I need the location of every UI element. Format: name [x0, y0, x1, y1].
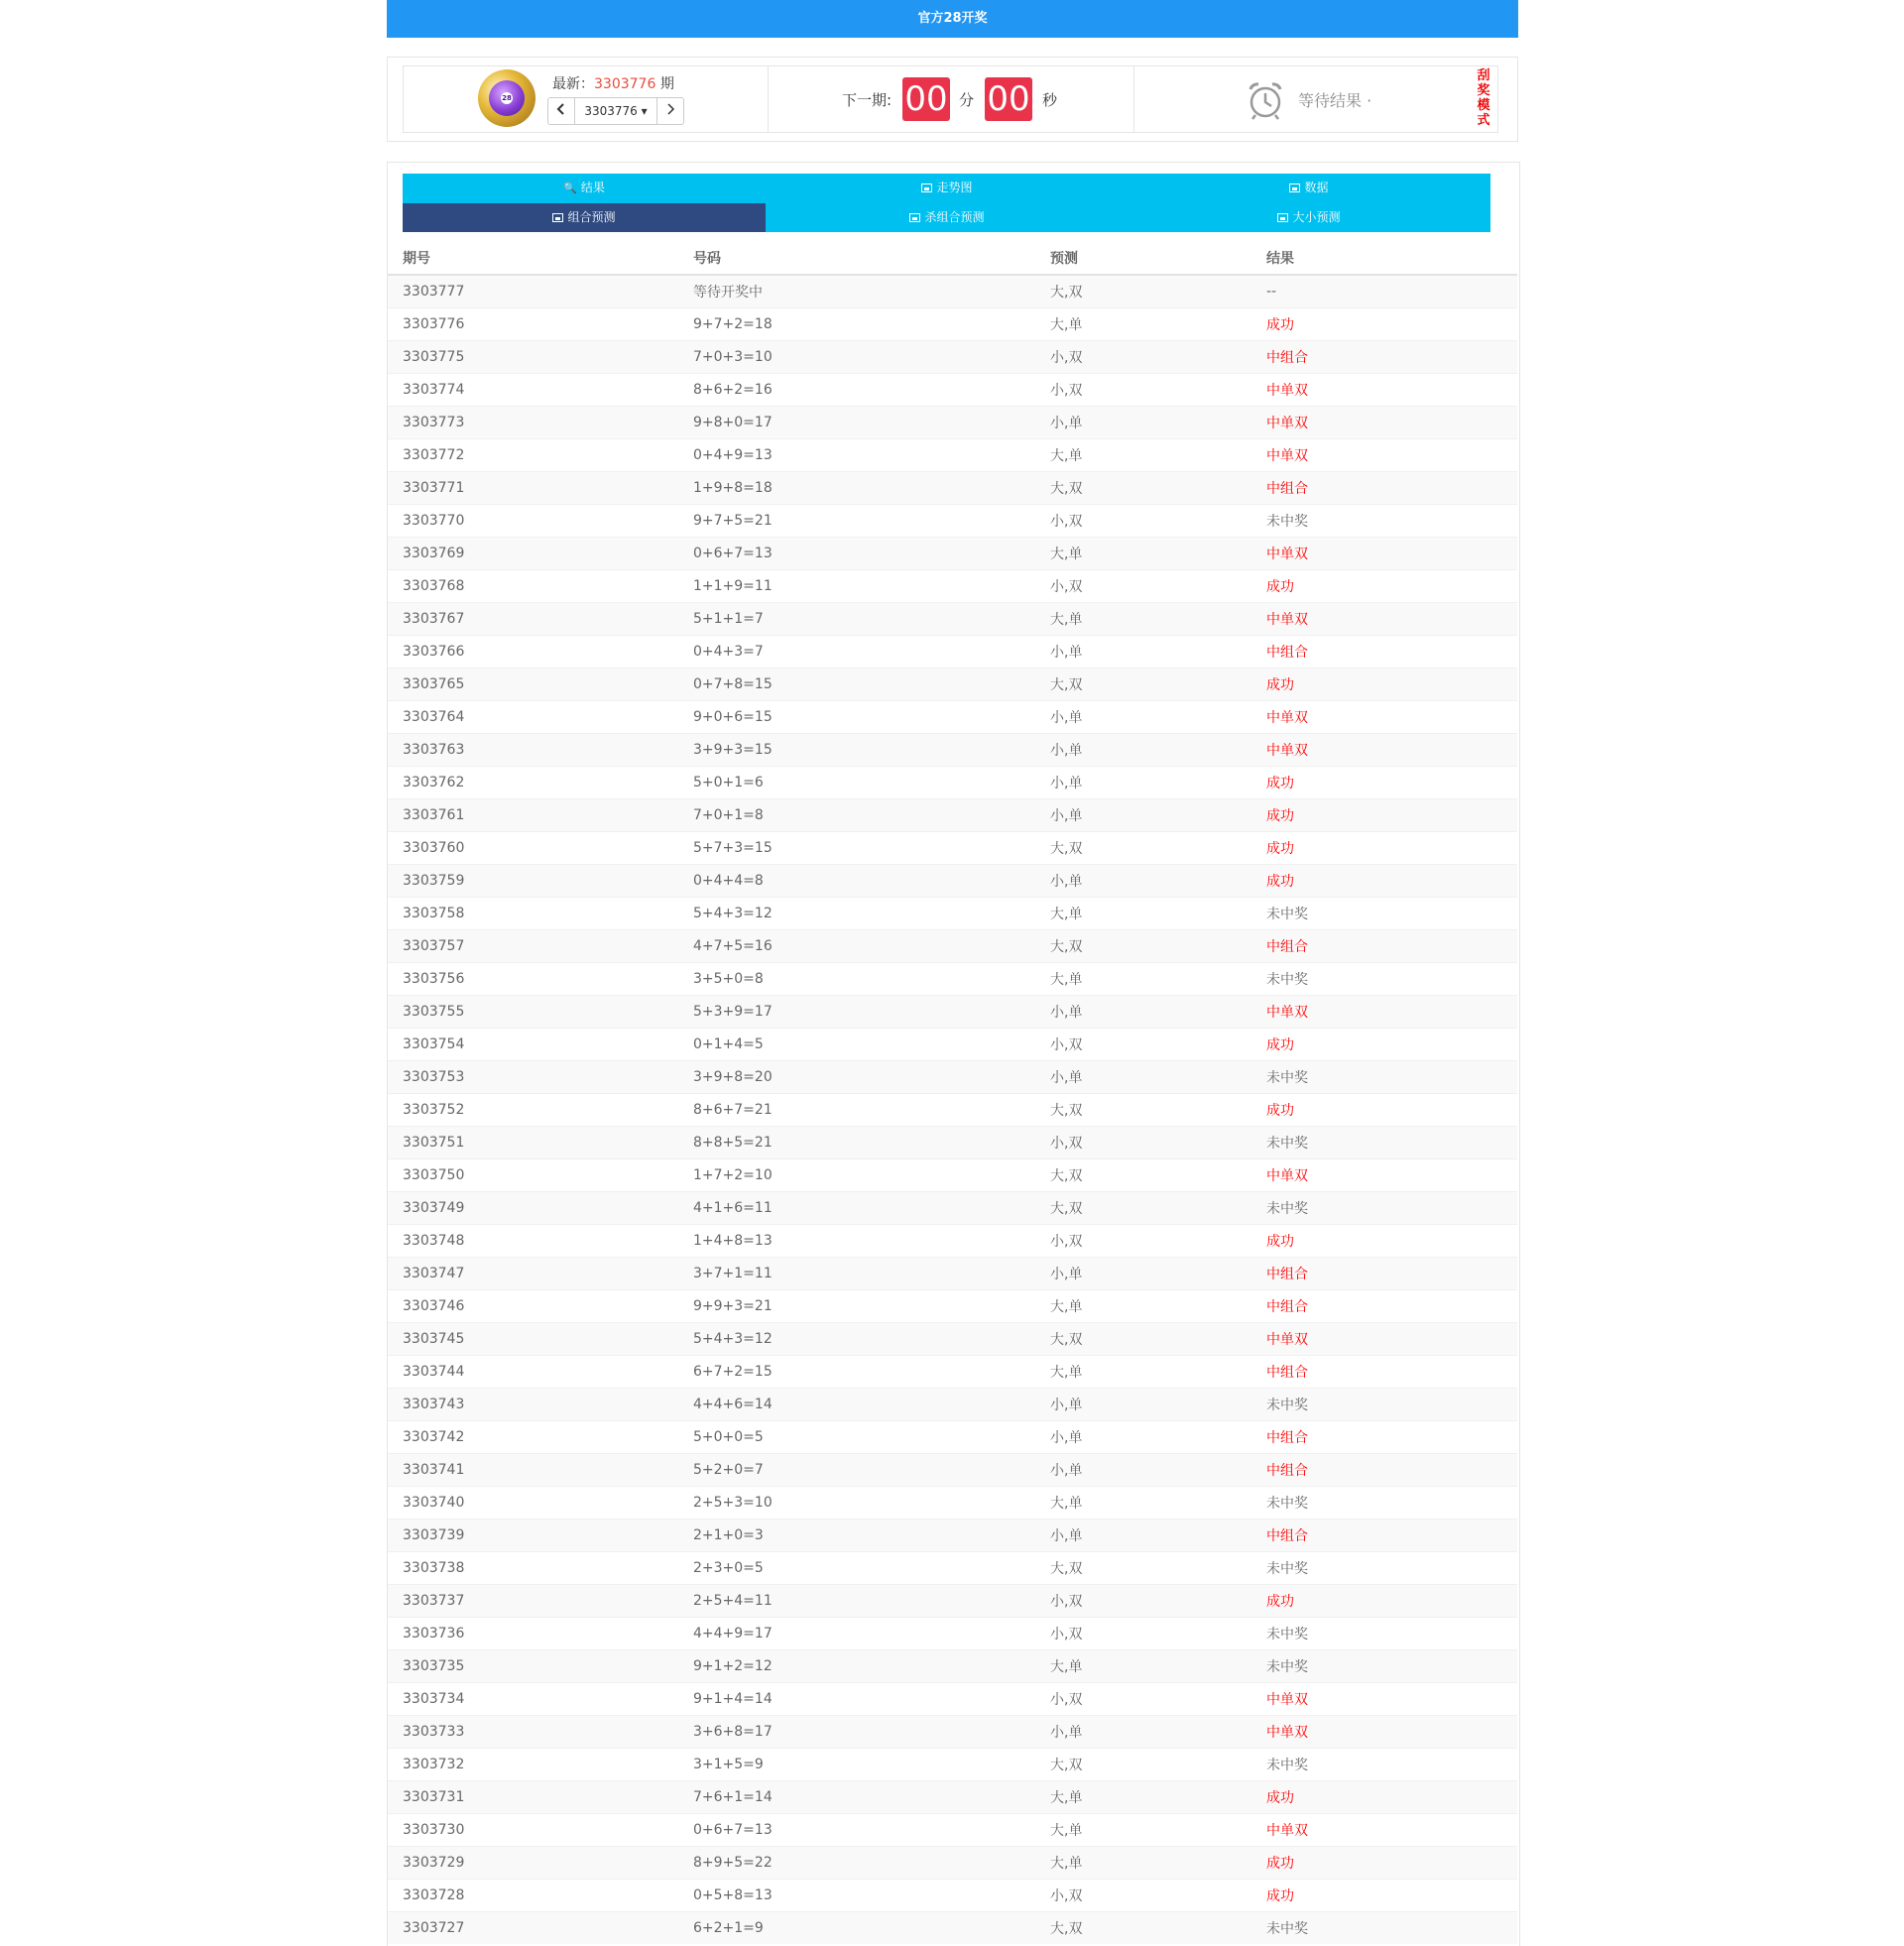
result-cell: 未中奖	[1266, 1650, 1517, 1683]
period-cell: 3303762	[388, 767, 693, 799]
result-cell: 未中奖	[1266, 505, 1517, 538]
period-cell: 3303746	[388, 1290, 693, 1323]
prediction-cell: 大,单	[1050, 308, 1266, 341]
numbers-cell: 8+9+5=22	[693, 1847, 1050, 1880]
prediction-cell: 大,双	[1050, 930, 1266, 963]
period-cell: 3303772	[388, 439, 693, 472]
header-prediction: 预测	[1050, 241, 1266, 275]
prediction-cell: 小,双	[1050, 1127, 1266, 1159]
period-cell: 3303760	[388, 832, 693, 865]
result-cell: 未中奖	[1266, 1912, 1517, 1945]
table-row	[388, 1618, 1517, 1650]
prediction-cell: 大,单	[1050, 1781, 1266, 1814]
period-cell: 3303734	[388, 1683, 693, 1716]
numbers-cell: 1+9+8=18	[693, 472, 1050, 505]
period-cell: 3303773	[388, 407, 693, 439]
draw-pager	[547, 97, 684, 125]
table-row	[388, 308, 1517, 341]
prediction-cell: 小,单	[1050, 1389, 1266, 1421]
period-cell: 3303738	[388, 1552, 693, 1585]
prediction-cell: 小,双	[1050, 1225, 1266, 1258]
period-cell: 3303729	[388, 1847, 693, 1880]
header-result: 结果	[1266, 241, 1517, 275]
numbers-cell: 2+1+0=3	[693, 1520, 1050, 1552]
numbers-cell: 3+9+3=15	[693, 734, 1050, 767]
table-row	[388, 570, 1517, 603]
latest-draw-number: 3303776	[594, 76, 656, 92]
image-icon	[909, 213, 920, 222]
prediction-cell: 小,双	[1050, 1683, 1266, 1716]
table-row	[388, 636, 1517, 669]
numbers-cell: 9+1+2=12	[693, 1650, 1050, 1683]
table-row	[388, 1454, 1517, 1487]
table-row	[388, 767, 1517, 799]
chevron-left-icon[interactable]	[548, 98, 575, 124]
prediction-cell: 大,单	[1050, 1847, 1266, 1880]
prediction-cell: 小,双	[1050, 505, 1266, 538]
numbers-cell: 1+7+2=10	[693, 1159, 1050, 1192]
table-row	[388, 1716, 1517, 1749]
period-cell: 3303756	[388, 963, 693, 996]
countdown-cell	[768, 65, 1134, 133]
table-row	[388, 603, 1517, 636]
prediction-cell: 大,双	[1050, 275, 1266, 308]
result-cell: 中组合	[1266, 930, 1517, 963]
prediction-cell: 大,单	[1050, 963, 1266, 996]
result-cell: 成功	[1266, 767, 1517, 799]
result-cell: 成功	[1266, 832, 1517, 865]
alarm-clock-icon	[1246, 80, 1285, 120]
numbers-cell: 4+7+5=16	[693, 930, 1050, 963]
prediction-cell: 小,单	[1050, 407, 1266, 439]
prediction-cell: 小,双	[1050, 1618, 1266, 1650]
result-cell: 未中奖	[1266, 1749, 1517, 1781]
numbers-cell: 3+7+1=11	[693, 1258, 1050, 1290]
table-row	[388, 1290, 1517, 1323]
latest-draw-cell	[403, 65, 769, 133]
result-cell: 中单双	[1266, 1716, 1517, 1749]
latest-draw-label: 最新：3303776 期	[552, 76, 674, 92]
table-row	[388, 669, 1517, 701]
tab-trend[interactable]: 走势图	[766, 174, 1129, 202]
table-row	[388, 505, 1517, 538]
table-row	[388, 963, 1517, 996]
period-cell: 3303770	[388, 505, 693, 538]
result-cell: 中组合	[1266, 341, 1517, 374]
table-row	[388, 1421, 1517, 1454]
prediction-cell: 大,单	[1050, 898, 1266, 930]
period-cell: 3303736	[388, 1618, 693, 1650]
caret-down-icon: ▾	[641, 104, 648, 118]
prediction-cell: 小,双	[1050, 1880, 1266, 1912]
chevron-right-icon[interactable]	[656, 98, 683, 124]
prediction-cell: 大,双	[1050, 1749, 1266, 1781]
period-cell: 3303737	[388, 1585, 693, 1618]
result-cell: 未中奖	[1266, 1389, 1517, 1421]
period-cell: 3303728	[388, 1880, 693, 1912]
prediction-cell: 大,双	[1050, 1323, 1266, 1356]
result-cell: 成功	[1266, 1225, 1517, 1258]
prediction-cell: 大,双	[1050, 1159, 1266, 1192]
prediction-cell: 大,单	[1050, 1356, 1266, 1389]
prediction-cell: 小,单	[1050, 1520, 1266, 1552]
numbers-cell: 5+2+0=7	[693, 1454, 1050, 1487]
numbers-cell: 5+0+1=6	[693, 767, 1050, 799]
table-row	[388, 1061, 1517, 1094]
table-row	[388, 1323, 1517, 1356]
table-row	[388, 1159, 1517, 1192]
result-cell: 未中奖	[1266, 963, 1517, 996]
numbers-cell: 2+5+4=11	[693, 1585, 1050, 1618]
numbers-cell: 1+1+9=11	[693, 570, 1050, 603]
result-cell: 成功	[1266, 669, 1517, 701]
result-cell: 中单双	[1266, 603, 1517, 636]
prediction-cell: 小,单	[1050, 767, 1266, 799]
numbers-cell: 4+1+6=11	[693, 1192, 1050, 1225]
period-cell: 3303754	[388, 1029, 693, 1061]
page-header: 官方28开奖	[387, 0, 1518, 38]
table-row	[388, 1650, 1517, 1683]
table-row	[388, 1225, 1517, 1258]
result-cell: 中单双	[1266, 407, 1517, 439]
period-cell: 3303745	[388, 1323, 693, 1356]
prediction-cell: 小,单	[1050, 996, 1266, 1029]
period-cell: 3303766	[388, 636, 693, 669]
next-draw-label: 下一期:	[842, 91, 892, 109]
header-numbers: 号码	[693, 241, 1050, 275]
result-cell: 中单双	[1266, 1814, 1517, 1847]
table-row	[388, 734, 1517, 767]
numbers-cell: 3+6+8=17	[693, 1716, 1050, 1749]
period-cell: 3303767	[388, 603, 693, 636]
period-cell: 3303739	[388, 1520, 693, 1552]
waiting-status: 等待结果 ·	[1298, 91, 1372, 110]
period-cell: 3303757	[388, 930, 693, 963]
result-cell: 中单双	[1266, 538, 1517, 570]
result-cell: 未中奖	[1266, 1061, 1517, 1094]
status-cell	[1133, 65, 1498, 133]
numbers-cell: 5+1+1=7	[693, 603, 1050, 636]
period-cell: 3303733	[388, 1716, 693, 1749]
period-cell: 3303742	[388, 1421, 693, 1454]
table-row	[388, 930, 1517, 963]
prediction-cell: 小,单	[1050, 1421, 1266, 1454]
numbers-cell: 3+9+8=20	[693, 1061, 1050, 1094]
table-row	[388, 1585, 1517, 1618]
lottery-ball-logo: 28	[478, 69, 536, 127]
prediction-cell: 小,单	[1050, 865, 1266, 898]
table-row	[388, 1520, 1517, 1552]
period-cell: 3303735	[388, 1650, 693, 1683]
period-cell: 3303765	[388, 669, 693, 701]
prediction-cell: 小,双	[1050, 341, 1266, 374]
result-cell: 未中奖	[1266, 1487, 1517, 1520]
table-row	[388, 898, 1517, 930]
prediction-cell: 大,双	[1050, 1912, 1266, 1945]
prediction-cell: 大,单	[1050, 1290, 1266, 1323]
period-cell: 3303730	[388, 1814, 693, 1847]
table-row	[388, 1552, 1517, 1585]
period-cell: 3303758	[388, 898, 693, 930]
prediction-cell: 大,双	[1050, 1094, 1266, 1127]
result-cell: 成功	[1266, 308, 1517, 341]
result-cell: 成功	[1266, 1781, 1517, 1814]
image-icon	[1289, 183, 1300, 192]
key-icon: 🔍	[563, 182, 577, 194]
numbers-cell: 7+0+1=8	[693, 799, 1050, 832]
result-cell: 成功	[1266, 799, 1517, 832]
period-cell: 3303731	[388, 1781, 693, 1814]
countdown-seconds: 00	[985, 77, 1032, 121]
result-cell: 成功	[1266, 1880, 1517, 1912]
period-cell: 3303747	[388, 1258, 693, 1290]
period-cell: 3303727	[388, 1912, 693, 1945]
table-row	[388, 1683, 1517, 1716]
result-cell: 未中奖	[1266, 898, 1517, 930]
period-cell: 3303777	[388, 275, 693, 308]
result-cell: 成功	[1266, 1094, 1517, 1127]
numbers-cell: 0+6+7=13	[693, 538, 1050, 570]
table-row	[388, 1192, 1517, 1225]
result-cell: 成功	[1266, 570, 1517, 603]
period-cell: 3303769	[388, 538, 693, 570]
table-row	[388, 472, 1517, 505]
prediction-cell: 大,单	[1050, 1487, 1266, 1520]
table-row	[388, 1814, 1517, 1847]
numbers-cell: 8+8+5=21	[693, 1127, 1050, 1159]
image-icon	[921, 183, 932, 192]
period-cell: 3303751	[388, 1127, 693, 1159]
draw-info-box	[387, 57, 1518, 142]
result-cell: 中组合	[1266, 1356, 1517, 1389]
period-cell: 3303759	[388, 865, 693, 898]
numbers-cell: 5+3+9=17	[693, 996, 1050, 1029]
numbers-cell: 9+7+2=18	[693, 308, 1050, 341]
page-container	[387, 0, 1518, 142]
result-cell: 成功	[1266, 865, 1517, 898]
tab-bar	[403, 174, 1490, 232]
period-cell: 3303771	[388, 472, 693, 505]
tab-size-prediction[interactable]: 大小预测	[1128, 203, 1490, 232]
numbers-cell: 0+5+8=13	[693, 1880, 1050, 1912]
result-cell: 成功	[1266, 1029, 1517, 1061]
prediction-cell: 小,单	[1050, 734, 1266, 767]
numbers-cell: 0+4+9=13	[693, 439, 1050, 472]
period-cell: 3303750	[388, 1159, 693, 1192]
period-cell: 3303764	[388, 701, 693, 734]
period-cell: 3303755	[388, 996, 693, 1029]
period-cell: 3303761	[388, 799, 693, 832]
tab-kill-combo-prediction[interactable]: 杀组合预测	[766, 203, 1129, 232]
countdown-minutes: 00	[902, 77, 950, 121]
table-row	[388, 1487, 1517, 1520]
period-cell: 3303749	[388, 1192, 693, 1225]
result-cell: 成功	[1266, 1585, 1517, 1618]
numbers-cell: 7+0+3=10	[693, 341, 1050, 374]
seconds-unit: 秒	[1042, 91, 1058, 109]
result-cell: 中单双	[1266, 734, 1517, 767]
result-cell: 成功	[1266, 1847, 1517, 1880]
table-row	[388, 799, 1517, 832]
prediction-cell: 小,单	[1050, 701, 1266, 734]
prediction-cell: 小,双	[1050, 1585, 1266, 1618]
numbers-cell: 0+1+4=5	[693, 1029, 1050, 1061]
prediction-cell: 大,双	[1050, 832, 1266, 865]
table-row	[388, 1912, 1517, 1945]
table-row	[388, 996, 1517, 1029]
table-row	[388, 1356, 1517, 1389]
result-cell: 中单双	[1266, 1323, 1517, 1356]
numbers-cell: 4+4+9=17	[693, 1618, 1050, 1650]
numbers-cell: 5+7+3=15	[693, 832, 1050, 865]
numbers-cell: 8+6+2=16	[693, 374, 1050, 407]
table-row	[388, 374, 1517, 407]
numbers-cell: 1+4+8=13	[693, 1225, 1050, 1258]
result-cell: 中单双	[1266, 1683, 1517, 1716]
prediction-cell: 小,单	[1050, 799, 1266, 832]
numbers-cell: 5+4+3=12	[693, 1323, 1050, 1356]
period-cell: 3303774	[388, 374, 693, 407]
numbers-cell: 9+8+0=17	[693, 407, 1050, 439]
numbers-cell: 2+3+0=5	[693, 1552, 1050, 1585]
table-row	[388, 341, 1517, 374]
period-cell: 3303741	[388, 1454, 693, 1487]
numbers-cell: 7+6+1=14	[693, 1781, 1050, 1814]
prediction-cell: 小,单	[1050, 636, 1266, 669]
period-cell: 3303752	[388, 1094, 693, 1127]
draw-select[interactable]: 3303776 ▾	[584, 104, 648, 118]
numbers-cell: 3+1+5=9	[693, 1749, 1050, 1781]
result-cell: 中组合	[1266, 636, 1517, 669]
table-row	[388, 1781, 1517, 1814]
period-cell: 3303753	[388, 1061, 693, 1094]
results-table	[388, 241, 1517, 1944]
prediction-cell: 大,单	[1050, 1814, 1266, 1847]
numbers-cell: 6+2+1=9	[693, 1912, 1050, 1945]
prediction-cell: 小,双	[1050, 570, 1266, 603]
prediction-cell: 大,单	[1050, 1650, 1266, 1683]
result-cell: 中组合	[1266, 1290, 1517, 1323]
prediction-cell: 小,双	[1050, 1029, 1266, 1061]
table-row	[388, 1029, 1517, 1061]
table-row	[388, 1880, 1517, 1912]
image-icon	[1277, 213, 1288, 222]
result-cell: 中组合	[1266, 1258, 1517, 1290]
tab-combo-prediction[interactable]: 组合预测	[403, 203, 766, 232]
scratch-mode-link[interactable]: 刮奖模式	[1477, 68, 1490, 128]
table-row	[388, 865, 1517, 898]
table-row	[388, 832, 1517, 865]
table-row	[388, 275, 1517, 308]
table-row	[388, 1094, 1517, 1127]
prediction-cell: 大,单	[1050, 603, 1266, 636]
numbers-cell: 9+9+3=21	[693, 1290, 1050, 1323]
table-row	[388, 407, 1517, 439]
prediction-cell: 大,双	[1050, 1552, 1266, 1585]
result-cell: 中单双	[1266, 374, 1517, 407]
minutes-unit: 分	[959, 91, 975, 109]
tab-data[interactable]: 数据	[1128, 174, 1490, 202]
table-body	[388, 275, 1517, 1944]
prediction-cell: 小,单	[1050, 1716, 1266, 1749]
period-cell: 3303775	[388, 341, 693, 374]
prediction-cell: 大,双	[1050, 669, 1266, 701]
numbers-cell: 0+4+3=7	[693, 636, 1050, 669]
prediction-cell: 大,单	[1050, 439, 1266, 472]
table-row	[388, 1847, 1517, 1880]
period-cell: 3303732	[388, 1749, 693, 1781]
prediction-cell: 小,单	[1050, 1454, 1266, 1487]
header-period: 期号	[388, 241, 693, 275]
prediction-cell: 小,单	[1050, 1061, 1266, 1094]
result-cell: 中组合	[1266, 472, 1517, 505]
result-cell: 中单双	[1266, 1159, 1517, 1192]
period-cell: 3303776	[388, 308, 693, 341]
numbers-cell: 9+0+6=15	[693, 701, 1050, 734]
table-row	[388, 1749, 1517, 1781]
result-cell: 中单双	[1266, 701, 1517, 734]
result-cell: 中组合	[1266, 1454, 1517, 1487]
numbers-cell: 0+6+7=13	[693, 1814, 1050, 1847]
numbers-cell: 0+4+4=8	[693, 865, 1050, 898]
numbers-cell: 6+7+2=15	[693, 1356, 1050, 1389]
table-header-row	[388, 241, 1517, 275]
result-cell: 中单双	[1266, 996, 1517, 1029]
table-row	[388, 1127, 1517, 1159]
result-cell: 未中奖	[1266, 1127, 1517, 1159]
table-row	[388, 701, 1517, 734]
period-cell: 3303763	[388, 734, 693, 767]
numbers-cell: 8+6+7=21	[693, 1094, 1050, 1127]
prediction-cell: 小,单	[1050, 1258, 1266, 1290]
numbers-cell: 4+4+6=14	[693, 1389, 1050, 1421]
result-cell: 中组合	[1266, 1421, 1517, 1454]
table-row	[388, 1389, 1517, 1421]
numbers-cell: 等待开奖中	[693, 275, 1050, 308]
result-cell: 中组合	[1266, 1520, 1517, 1552]
result-cell: 未中奖	[1266, 1192, 1517, 1225]
result-cell: 中单双	[1266, 439, 1517, 472]
table-row	[388, 538, 1517, 570]
prediction-cell: 大,单	[1050, 538, 1266, 570]
period-cell: 3303768	[388, 570, 693, 603]
numbers-cell: 9+7+5=21	[693, 505, 1050, 538]
tab-results[interactable]: 🔍 结果	[403, 174, 766, 202]
period-cell: 3303743	[388, 1389, 693, 1421]
result-cell: 未中奖	[1266, 1552, 1517, 1585]
period-cell: 3303748	[388, 1225, 693, 1258]
result-cell: 未中奖	[1266, 1618, 1517, 1650]
numbers-cell: 5+0+0=5	[693, 1421, 1050, 1454]
result-cell: --	[1266, 275, 1517, 308]
prediction-cell: 大,双	[1050, 472, 1266, 505]
numbers-cell: 0+7+8=15	[693, 669, 1050, 701]
table-row	[388, 439, 1517, 472]
prediction-cell: 小,双	[1050, 374, 1266, 407]
period-cell: 3303740	[388, 1487, 693, 1520]
results-panel	[387, 162, 1520, 1946]
numbers-cell: 9+1+4=14	[693, 1683, 1050, 1716]
prediction-cell: 大,双	[1050, 1192, 1266, 1225]
table-row	[388, 1258, 1517, 1290]
image-icon	[552, 213, 563, 222]
period-cell: 3303744	[388, 1356, 693, 1389]
numbers-cell: 3+5+0=8	[693, 963, 1050, 996]
numbers-cell: 5+4+3=12	[693, 898, 1050, 930]
numbers-cell: 2+5+3=10	[693, 1487, 1050, 1520]
